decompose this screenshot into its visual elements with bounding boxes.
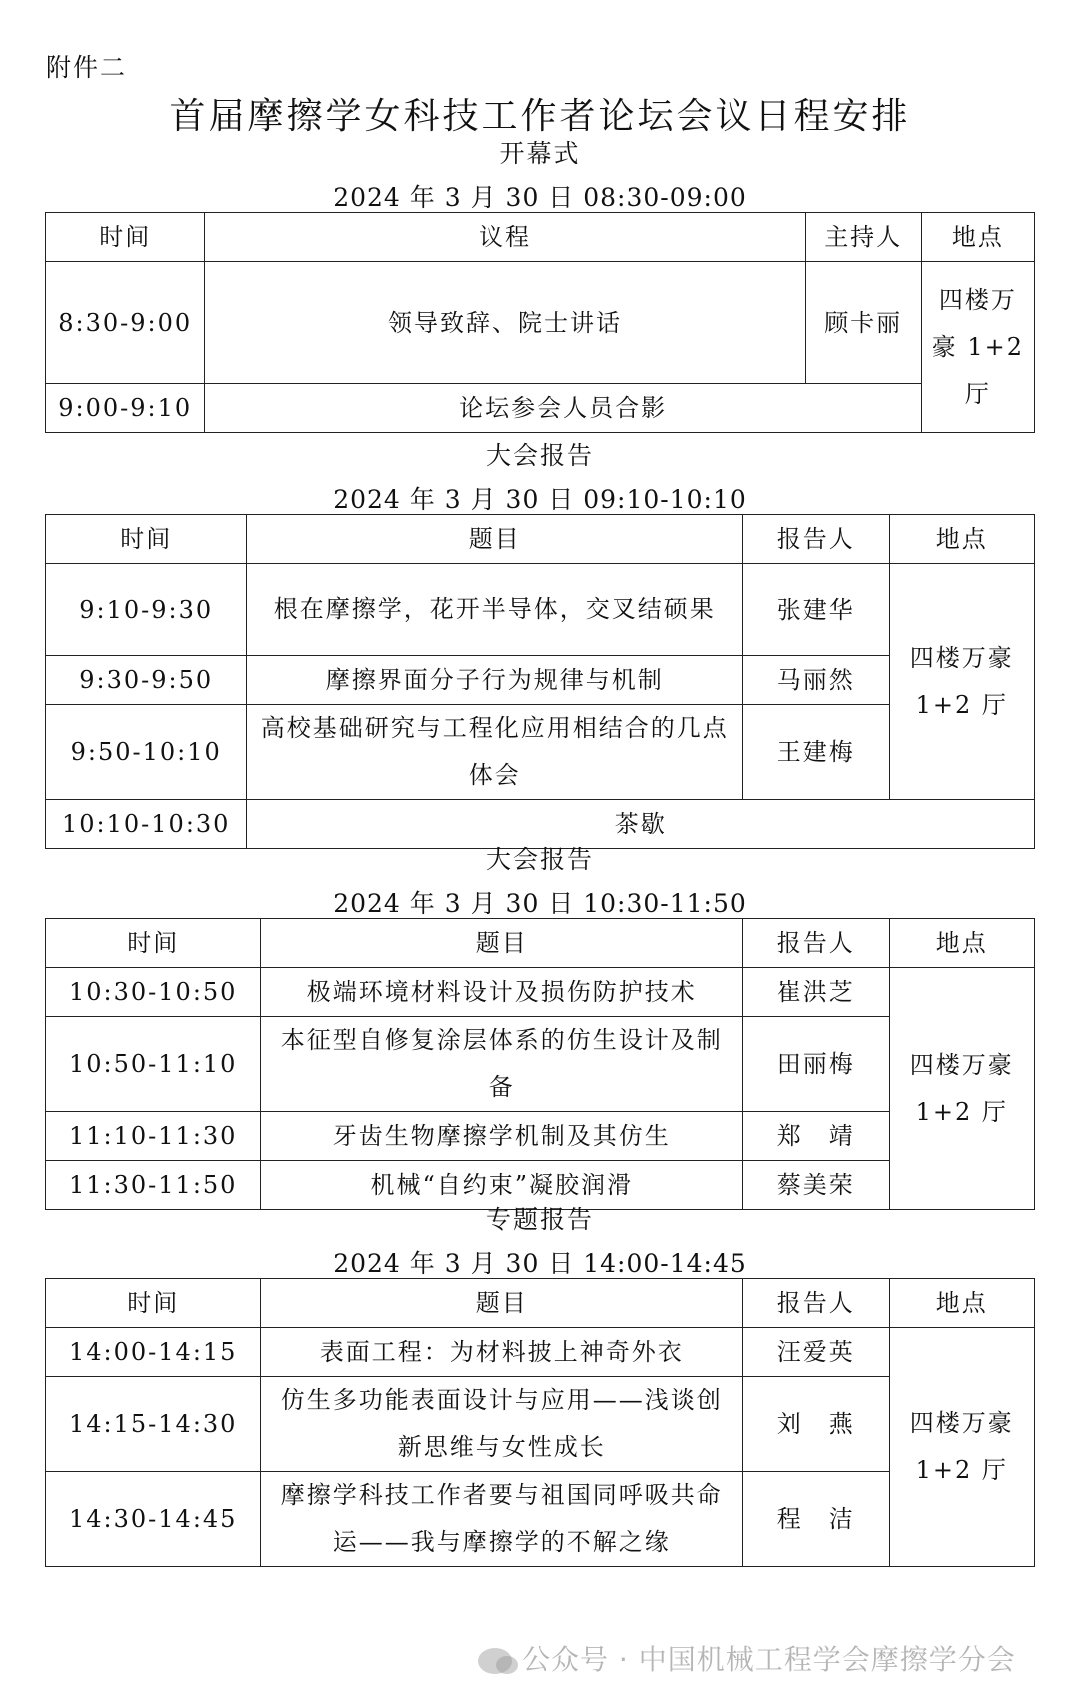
venue-cell: 四楼万豪 1+2 厅 (889, 968, 1034, 1210)
table-row (46, 1017, 1035, 1112)
row-time: 9:10-9:30 (46, 564, 247, 656)
plenary2-date: 2024 年 3 月 30 日 10:30-11:50 (333, 889, 747, 918)
header-venue: 地点 (889, 919, 1034, 968)
plenary2-label: 大会报告 (485, 845, 594, 874)
header-topic: 题目 (261, 919, 743, 968)
break-time: 10:10-10:30 (46, 800, 247, 849)
row-topic: 表面工程：为材料披上神奇外衣 (261, 1328, 743, 1377)
opening-label: 开幕式 (499, 139, 581, 168)
row-topic: 极端环境材料设计及损伤防护技术 (261, 968, 743, 1017)
header-time: 时间 (46, 1279, 261, 1328)
venue-cell: 四楼万豪 1+2 厅 (889, 1328, 1034, 1567)
row-speaker: 崔洪芝 (743, 968, 890, 1017)
table-row (46, 262, 1035, 384)
row-speaker: 田丽梅 (743, 1017, 890, 1112)
row-speaker: 郑 靖 (743, 1112, 890, 1161)
special-label: 专题报告 (485, 1205, 594, 1234)
row-time: 14:00-14:15 (46, 1328, 261, 1377)
row-speaker: 刘 燕 (743, 1377, 890, 1472)
header-speaker: 报告人 (743, 1279, 890, 1328)
header-topic: 题目 (261, 1279, 743, 1328)
row-topic: 本征型自修复涂层体系的仿生设计及制备 (261, 1017, 743, 1112)
special-date: 2024 年 3 月 30 日 14:00-14:45 (333, 1249, 747, 1278)
row-topic: 牙齿生物摩擦学机制及其仿生 (261, 1112, 743, 1161)
table-row (46, 1472, 1035, 1567)
row-topic: 根在摩擦学，花开半导体，交叉结硕果 (247, 564, 743, 656)
plenary1-date: 2024 年 3 月 30 日 09:10-10:10 (333, 485, 747, 514)
row-topic: 机械“自约束”凝胶润滑 (261, 1161, 743, 1210)
plenary1-table (45, 514, 1035, 849)
table-row (46, 564, 1035, 656)
table-row (46, 1112, 1035, 1161)
plenary2-table (45, 918, 1035, 1210)
watermark (478, 1638, 1016, 1678)
table-row (46, 384, 1035, 433)
plenary1-label: 大会报告 (485, 441, 594, 470)
table-row (46, 968, 1035, 1017)
table-row (46, 1377, 1035, 1472)
row-speaker: 蔡美荣 (743, 1161, 890, 1210)
row-time: 10:50-11:10 (46, 1017, 261, 1112)
watermark-text: 公众号 · 中国机械工程学会摩擦学分会 (522, 1643, 1016, 1676)
row-speaker: 汪爱英 (743, 1328, 890, 1377)
break-label: 茶歇 (247, 800, 1035, 849)
wechat-icon (478, 1648, 512, 1674)
row-time: 9:50-10:10 (46, 705, 247, 800)
table-row (46, 656, 1035, 705)
row-agenda: 领导致辞、院士讲话 (205, 262, 805, 384)
header-topic: 题目 (247, 515, 743, 564)
venue-cell: 四楼万豪 1+2 厅 (921, 262, 1034, 433)
header-speaker: 报告人 (743, 919, 890, 968)
header-speaker: 报告人 (743, 515, 890, 564)
header-agenda: 议程 (205, 213, 805, 262)
table-row (46, 1328, 1035, 1377)
header-time: 时间 (46, 919, 261, 968)
table-row (46, 705, 1035, 800)
opening-date: 2024 年 3 月 30 日 08:30-09:00 (333, 183, 747, 212)
row-time: 10:30-10:50 (46, 968, 261, 1017)
row-time: 9:00-9:10 (46, 384, 205, 433)
row-topic: 摩擦界面分子行为规律与机制 (247, 656, 743, 705)
header-host: 主持人 (805, 213, 921, 262)
row-time: 11:10-11:30 (46, 1112, 261, 1161)
header-time: 时间 (46, 515, 247, 564)
row-time: 8:30-9:00 (46, 262, 205, 384)
row-time: 11:30-11:50 (46, 1161, 261, 1210)
header-venue: 地点 (921, 213, 1034, 262)
row-time: 9:30-9:50 (46, 656, 247, 705)
row-time: 14:30-14:45 (46, 1472, 261, 1567)
row-speaker: 程 洁 (743, 1472, 890, 1567)
row-speaker: 张建华 (743, 564, 890, 656)
row-time: 14:15-14:30 (46, 1377, 261, 1472)
row-topic: 仿生多功能表面设计与应用——浅谈创新思维与女性成长 (261, 1377, 743, 1472)
special-table (45, 1278, 1035, 1567)
row-host: 顾卡丽 (805, 262, 921, 384)
opening-table (45, 212, 1035, 433)
page-title: 首届摩擦学女科技工作者论坛会议日程安排 (169, 96, 911, 137)
row-agenda: 论坛参会人员合影 (205, 384, 921, 433)
header-venue: 地点 (889, 515, 1034, 564)
venue-cell: 四楼万豪 1+2 厅 (889, 564, 1034, 800)
row-topic: 摩擦学科技工作者要与祖国同呼吸共命运——我与摩擦学的不解之缘 (261, 1472, 743, 1567)
attachment-label: 附件二 (46, 53, 128, 82)
row-speaker: 马丽然 (743, 656, 890, 705)
row-topic: 高校基础研究与工程化应用相结合的几点体会 (247, 705, 743, 800)
row-speaker: 王建梅 (743, 705, 890, 800)
header-time: 时间 (46, 213, 205, 262)
header-venue: 地点 (889, 1279, 1034, 1328)
